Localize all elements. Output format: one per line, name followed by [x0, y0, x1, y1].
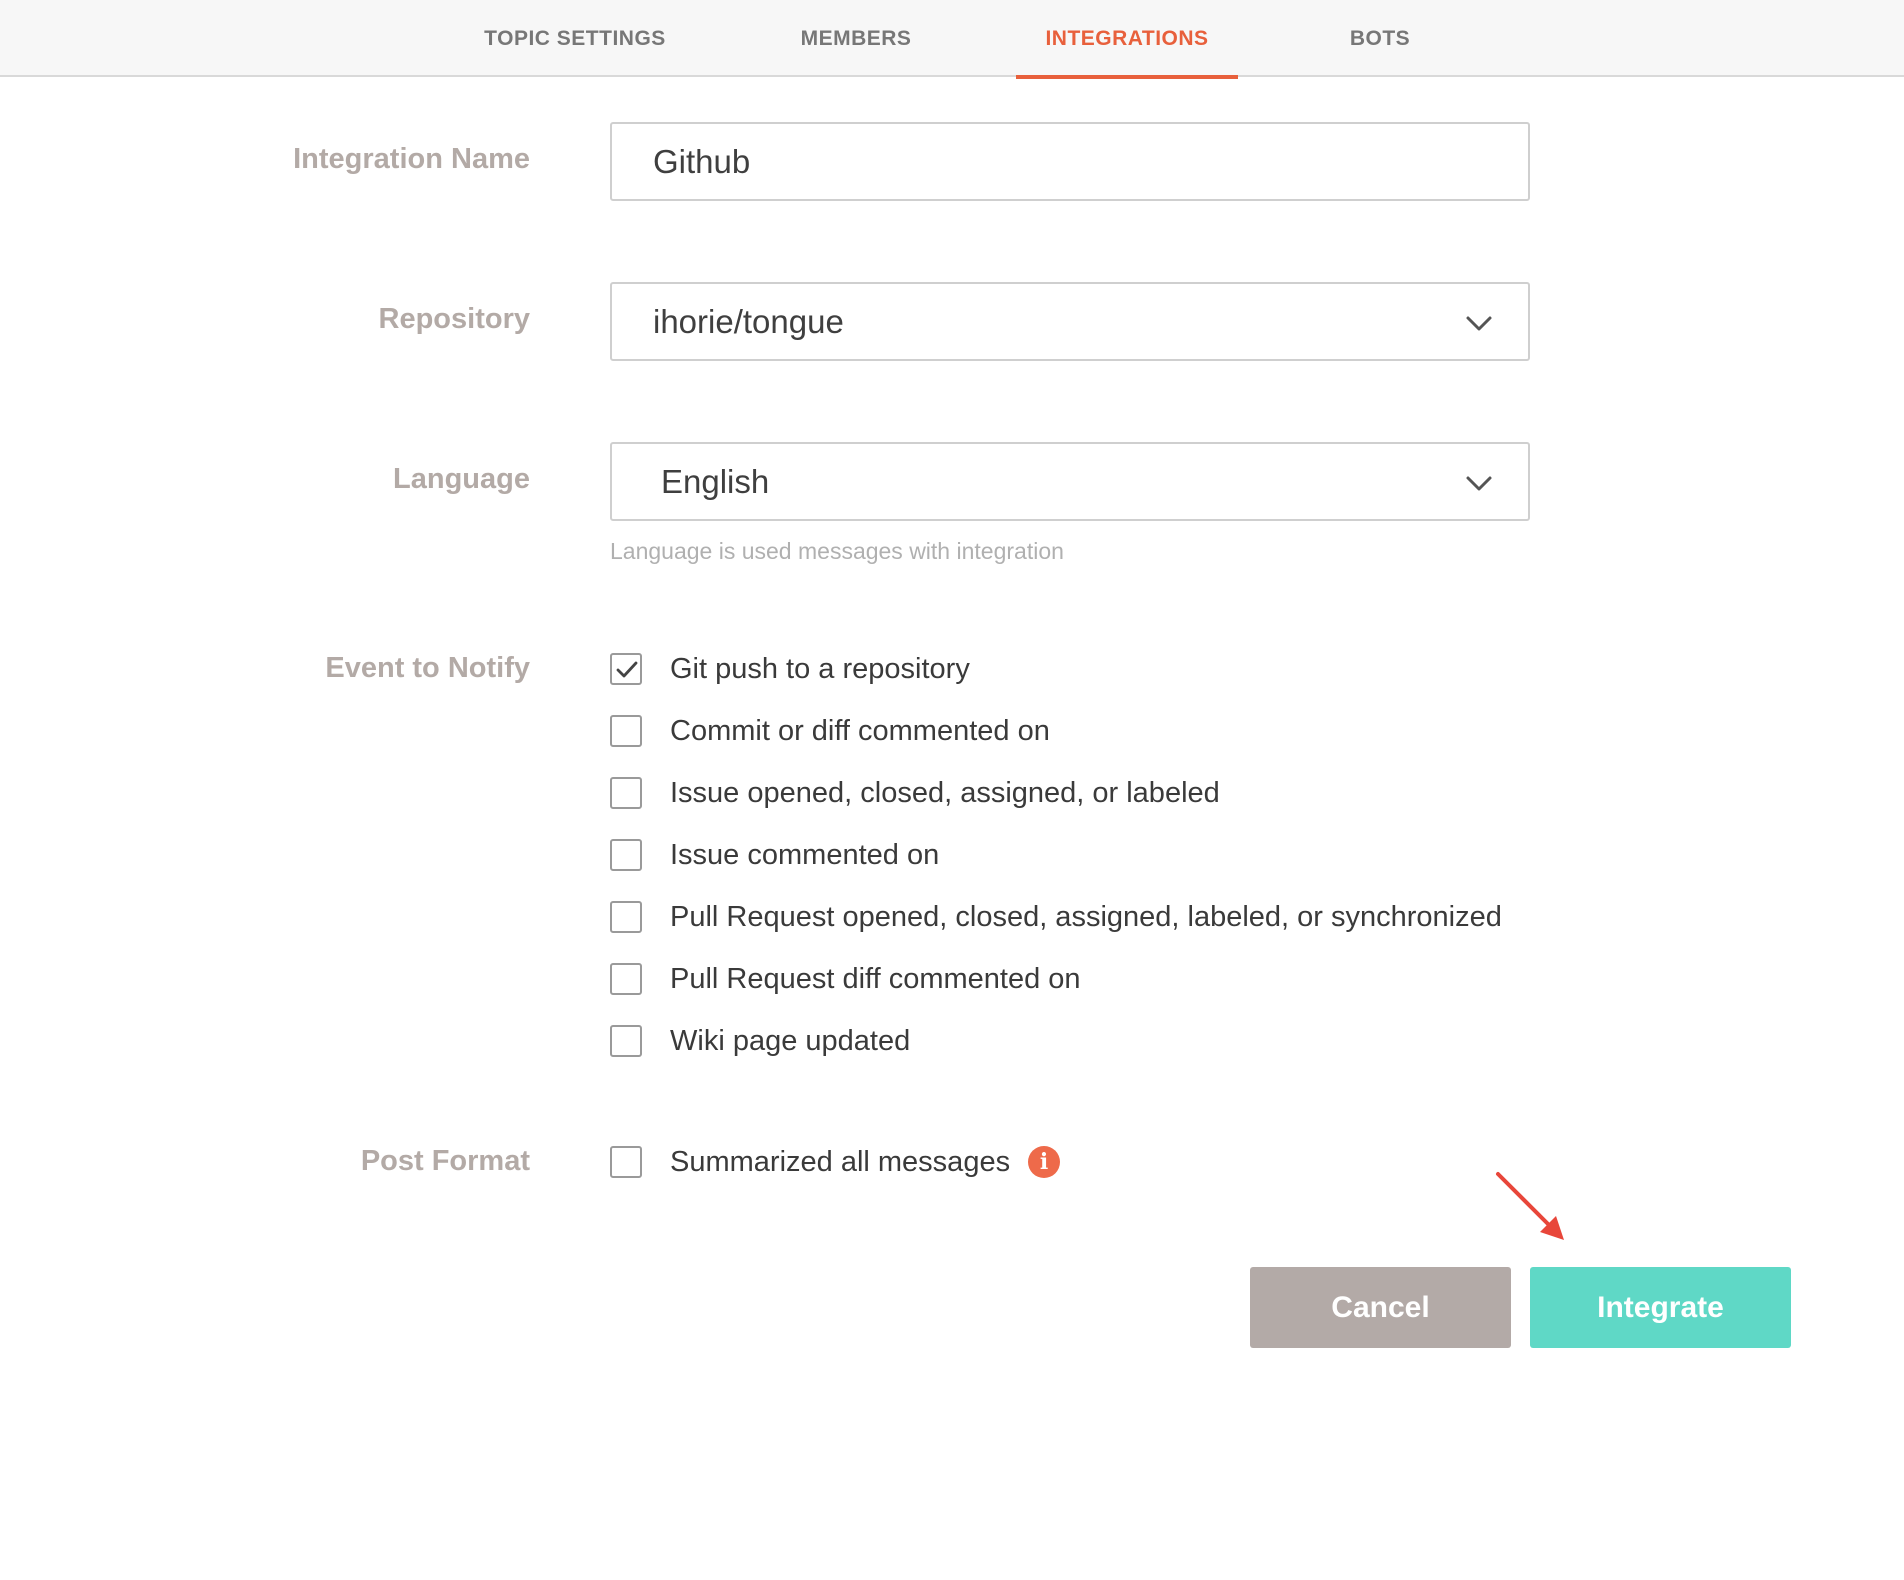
checkbox[interactable]	[610, 1146, 642, 1178]
annotation-arrow-icon	[1492, 1168, 1572, 1248]
post-format-option-summarized[interactable]	[610, 1142, 1060, 1182]
event-option-wiki-page-updated[interactable]	[610, 1021, 910, 1061]
integration-name-field[interactable]	[610, 122, 1530, 201]
event-option-issue-opened[interactable]	[610, 773, 1220, 813]
checkbox-label: Issue commented on	[670, 838, 940, 871]
event-option-git-push[interactable]	[610, 649, 970, 689]
checkbox-label: Pull Request diff commented on	[670, 962, 1081, 995]
language-select[interactable]	[610, 442, 1530, 521]
event-to-notify-label: Event to Notify	[325, 652, 530, 684]
repository-label: Repository	[378, 303, 530, 335]
checkbox-label: Summarized all messages	[670, 1145, 1011, 1178]
tab-topic-settings[interactable]: TOPIC SETTINGS	[484, 26, 666, 50]
checkbox[interactable]	[610, 1025, 642, 1057]
repository-selected-value: ihorie/tongue	[653, 302, 844, 340]
checkbox[interactable]	[610, 715, 642, 747]
integration-name-label: Integration Name	[293, 143, 530, 175]
cancel-button[interactable]: Cancel	[1250, 1267, 1511, 1348]
checkbox-label: Wiki page updated	[670, 1024, 911, 1057]
checkbox[interactable]	[610, 777, 642, 809]
chevron-down-icon	[1464, 468, 1494, 498]
post-format-label: Post Format	[360, 1145, 530, 1177]
event-option-commit-commented[interactable]	[610, 711, 1050, 751]
checkbox-label: Pull Request opened, closed, assigned, labeled, or synchronized	[670, 900, 1502, 933]
tab-bots[interactable]: BOTS	[1349, 26, 1411, 50]
checkbox[interactable]	[610, 653, 642, 685]
integrate-button[interactable]: Integrate	[1530, 1267, 1791, 1348]
integration-name-input[interactable]	[653, 143, 1528, 181]
info-icon[interactable]: i	[1028, 1146, 1060, 1178]
language-selected-value: English	[661, 462, 770, 500]
chevron-down-icon	[1464, 308, 1494, 338]
language-label: Language	[393, 463, 530, 495]
checkmark-icon	[615, 658, 639, 682]
event-option-issue-commented[interactable]	[610, 835, 939, 875]
tab-integrations[interactable]: INTEGRATIONS	[1016, 0, 1238, 77]
tab-members[interactable]: MEMBERS	[800, 26, 912, 50]
event-option-pull-request-diff-commented[interactable]	[610, 959, 1081, 999]
checkbox-label: Git push to a repository	[670, 652, 970, 685]
checkbox[interactable]	[610, 963, 642, 995]
checkbox-label: Issue opened, closed, assigned, or labeled	[670, 776, 1220, 809]
repository-select[interactable]	[610, 282, 1530, 361]
checkbox[interactable]	[610, 901, 642, 933]
checkbox[interactable]	[610, 839, 642, 871]
tab-bar	[0, 0, 1904, 77]
checkbox-label: Commit or diff commented on	[670, 714, 1050, 747]
event-option-pull-request-opened[interactable]	[610, 897, 1502, 937]
language-hint: Language is used messages with integration	[610, 538, 1064, 564]
